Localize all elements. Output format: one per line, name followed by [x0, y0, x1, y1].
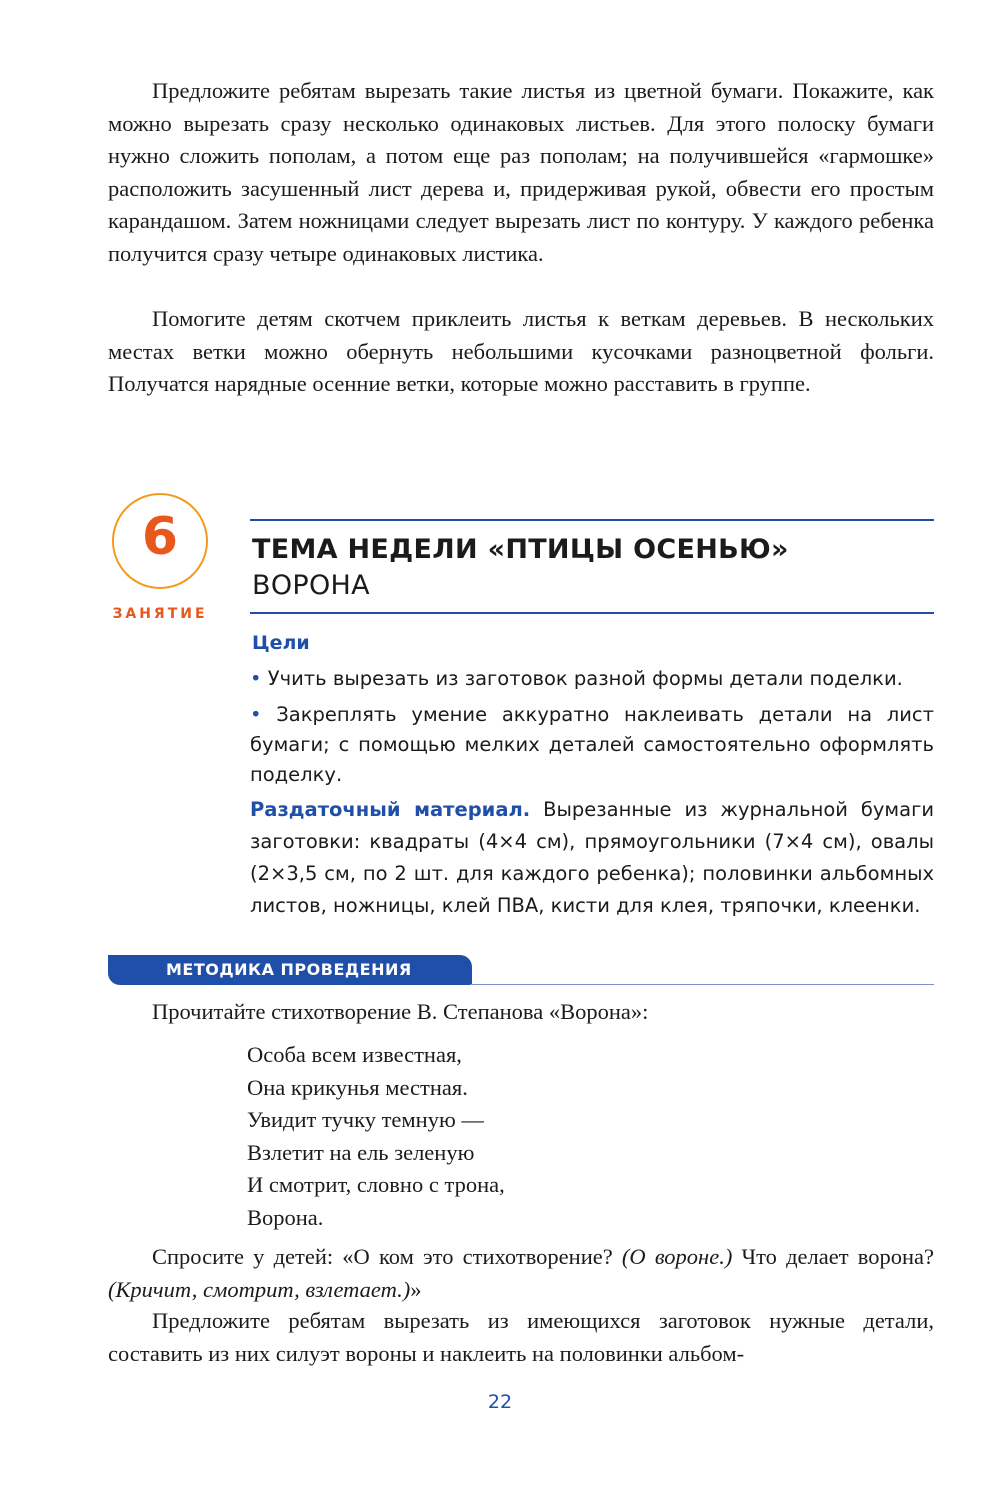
paragraph-branches: Помогите детям скотчем приклеить листья к веткам деревьев. В нескольких местах ветки можно обернуть небольшими кусочками разноцветной фольги. Получатся нарядные осенние ветки, которые можно расставить в группе.	[108, 306, 934, 396]
material-text: Вырезанные из журнальной бумаги заготовки: квадраты (4×4 см), прямоугольники (7×4 см), овалы (2×3,5 см, по 2 шт. для каждого ребенка); половинки альбомных листов, ножницы, клей ПВА, кисти для клея, тряпочки, клеенки.	[250, 798, 935, 917]
goal-item	[250, 664, 934, 694]
lesson-title-block	[252, 532, 789, 604]
method-rule	[470, 984, 934, 985]
goal-text: Учить вырезать из заготовок разной формы детали поделки.	[267, 667, 903, 690]
bullet-icon: •	[250, 667, 262, 690]
lesson-label: ЗАНЯТИЕ	[112, 606, 208, 622]
goal-text: Закреплять умение аккуратно наклеивать детали на лист бумаги; с помощью мелких деталей самостоятельно оформлять поделку.	[250, 703, 934, 786]
poem-line: Взлетит на ель зеленую	[247, 1139, 475, 1165]
lesson-number-badge	[112, 493, 208, 589]
handout-material	[250, 794, 934, 922]
material-label: Раздаточный материал.	[250, 798, 531, 821]
poem-line: И смотрит, словно с трона,	[247, 1172, 505, 1198]
bullet-icon: •	[250, 703, 262, 726]
title-rule-top	[250, 519, 934, 521]
poem-line: Особа всем известная,	[247, 1042, 462, 1067]
question-text: »	[410, 1276, 422, 1302]
poem-line: Увидит тучку темную —	[247, 1107, 484, 1133]
paragraph-instructions: Предложите ребятам вырезать из имеющихся заготовок нужные детали, составить из них силуэт вороны и наклеить на половинки альбом-	[108, 1308, 934, 1366]
goal-item	[250, 700, 934, 790]
poem-line: Ворона.	[247, 1204, 324, 1230]
method-section-header	[108, 955, 472, 985]
lesson-number: 6	[141, 507, 179, 567]
answer-italic: (О вороне.)	[621, 1244, 733, 1269]
method-heading: МЕТОДИКА ПРОВЕДЕНИЯ	[166, 960, 412, 979]
poem-line: Она крикунья местная.	[247, 1074, 468, 1100]
answer-italic: (Кричит, смотрит, взлетает.)	[108, 1276, 411, 1302]
question-text: Спросите у детей: «О ком это стихотворение?	[152, 1244, 622, 1269]
page-number: 22	[487, 1391, 513, 1413]
poem	[247, 1039, 505, 1235]
title-rule-bottom	[250, 612, 934, 614]
poem-intro: Прочитайте стихотворение В. Степанова «Ворона»:	[152, 999, 649, 1024]
question-paragraph	[108, 1241, 934, 1306]
lesson-subtitle: ВОРОНА	[252, 570, 370, 601]
question-text: Что делает ворона?	[732, 1244, 934, 1269]
goals-heading: Цели	[252, 632, 310, 654]
theme-title: ТЕМА НЕДЕЛИ «ПТИЦЫ ОСЕНЬЮ»	[252, 534, 789, 565]
paragraph-leaves-cutting: Предложите ребятам вырезать такие листья из цветной бумаги. Покажите, как можно вырезать сразу несколько одинаковых листьев. Для этого полоску бумаги нужно сложить пополам, а потом еще раз пополам; на получившейся «гармошке» расположить засушенный лист дерева и, придерживая рукой, обвести его простым карандашом. Затем ножницами следует вырезать лист по контуру. У каждого ребенка получится сразу четыре одинаковых листика.	[108, 78, 934, 266]
